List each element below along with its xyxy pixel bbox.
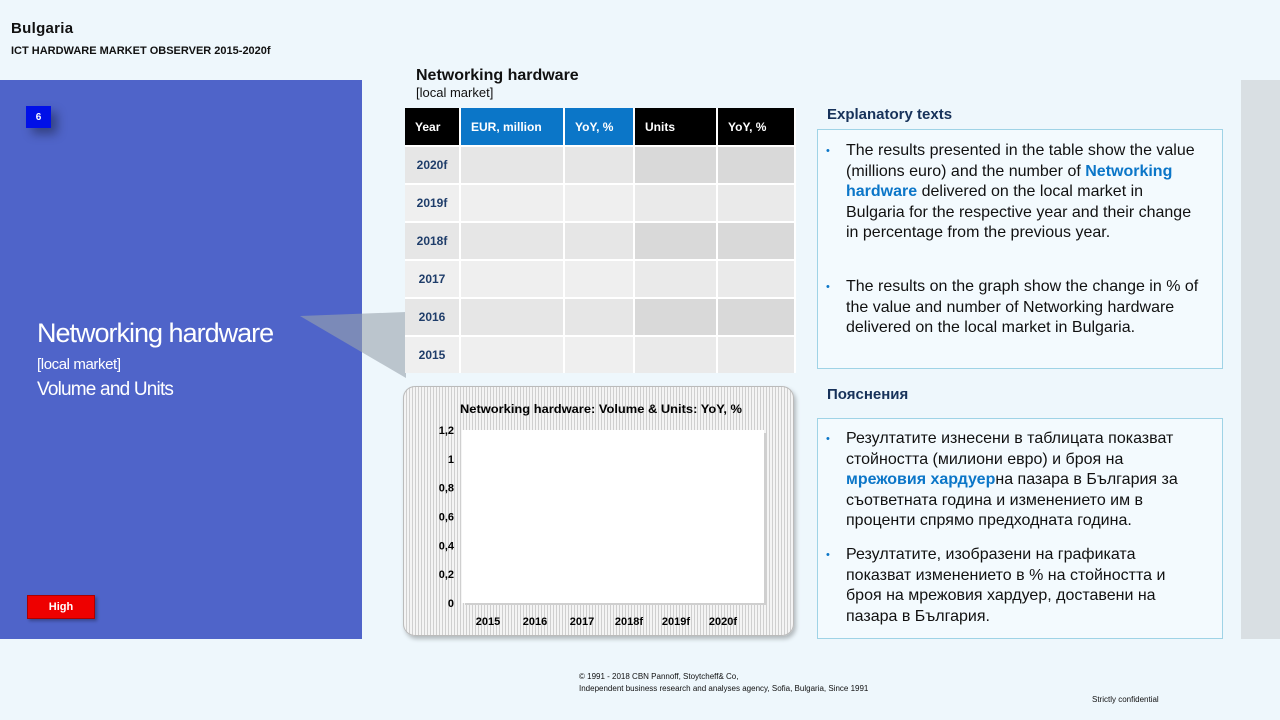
- slide-number-badge: 6: [26, 106, 51, 128]
- highlight-term: мрежовия хардуер: [846, 471, 996, 488]
- col-header-eur: EUR, million: [460, 108, 564, 146]
- table-title: Networking hardware: [416, 67, 579, 84]
- table-row: [405, 146, 795, 184]
- units-cell: [634, 146, 717, 184]
- units-yoy-cell: [717, 260, 795, 298]
- panel-volume-label: Volume and Units: [37, 379, 174, 400]
- eur-cell: [460, 146, 564, 184]
- eur-yoy-cell: [564, 222, 634, 260]
- y-tick-label: 0,2: [438, 569, 454, 582]
- table-row: [405, 184, 795, 222]
- panel-subtitle: [local market]: [37, 356, 121, 373]
- eur-yoy-cell: [564, 336, 634, 373]
- explanatory-en-bullet-1: [826, 141, 1204, 244]
- units-cell: [634, 184, 717, 222]
- explanatory-en-title: Explanatory texts: [827, 106, 953, 123]
- eur-yoy-cell: [564, 146, 634, 184]
- text-part: delivered on the local market in Bulgaria for the respective year and their change in percentage from the previous year.: [846, 183, 1192, 241]
- units-cell: [634, 298, 717, 336]
- units-yoy-cell: [717, 184, 795, 222]
- col-header-units-yoy: YoY, %: [717, 108, 795, 146]
- explanatory-bg-title: Пояснения: [827, 386, 909, 403]
- eur-yoy-cell: [564, 184, 634, 222]
- y-tick-label: 0,4: [438, 540, 454, 553]
- explanatory-en-box: [817, 129, 1223, 369]
- units-cell: [634, 260, 717, 298]
- explanatory-bg-bullet-2: [826, 545, 1204, 627]
- explanatory-en-text-2: The results on the graph show the change in % of the value and number of Networking hardware delivered on the local market in Bulgaria.: [846, 278, 1199, 336]
- units-yoy-cell: [717, 222, 795, 260]
- footer-agency: Independent business research and analyses agency, Sofia, Bulgaria, Since 1991: [579, 684, 869, 693]
- table-header-row: [405, 108, 795, 146]
- x-tick-label: 2018f: [614, 616, 644, 628]
- units-cell: [634, 222, 717, 260]
- highlight-term: Networking hardware: [846, 162, 1173, 200]
- report-country: Bulgaria: [11, 20, 74, 37]
- text-part: The results presented in the table show the value (millions euro) and the number of: [846, 142, 1195, 180]
- table-row: [405, 222, 795, 260]
- y-tick-label: 0,6: [438, 511, 454, 524]
- callout-wedge: [300, 312, 410, 382]
- year-cell: 2020f: [405, 146, 460, 184]
- footer-copyright: © 1991 - 2018 CBN Pannoff, Stoytcheff& Co,: [579, 672, 739, 681]
- explanatory-bg-text-2: Резултатите, изобразени на графиката показват изменението в % на стойността и броя на мрежовия хардуер, доставени на пазара в България.: [846, 546, 1166, 625]
- y-tick-label: 0,8: [438, 482, 454, 495]
- year-cell: 2017: [405, 260, 460, 298]
- col-header-year: Year: [405, 108, 460, 146]
- col-header-eur-yoy: YoY, %: [564, 108, 634, 146]
- explanatory-bg-box: [817, 418, 1223, 639]
- text-part: на пазара в България за съответната година и изменението им в проценти спрямо предходната година.: [846, 471, 1178, 529]
- x-tick-label: 2017: [569, 616, 595, 628]
- chart-title: Networking hardware: Volume & Units: YoY, %: [460, 402, 743, 416]
- bullet-icon: •: [826, 281, 830, 293]
- explanatory-bg-text-1: [846, 429, 1204, 532]
- text-part: Резултатите изнесени в таблицата показват стойността (милиони евро) и броя на: [846, 430, 1174, 468]
- plot-area: [462, 430, 764, 603]
- data-table: [405, 108, 796, 373]
- bullet-icon: •: [826, 433, 830, 445]
- units-yoy-cell: [717, 146, 795, 184]
- explanatory-en-bullet-2: [826, 277, 1204, 339]
- x-tick-label: 2020f: [708, 616, 738, 628]
- units-yoy-cell: [717, 336, 795, 373]
- right-gray-strip: [1241, 80, 1280, 639]
- y-tick-label: 1,2: [438, 425, 454, 437]
- eur-cell: [460, 222, 564, 260]
- table-row: [405, 260, 795, 298]
- eur-cell: [460, 184, 564, 222]
- year-cell: 2019f: [405, 184, 460, 222]
- y-tick-label: 1: [447, 453, 454, 466]
- table-subtitle: [local market]: [416, 85, 494, 100]
- x-axis-ticks: [476, 616, 738, 628]
- eur-yoy-cell: [564, 298, 634, 336]
- col-header-units: Units: [634, 108, 717, 146]
- priority-badge: High: [27, 595, 95, 619]
- year-cell: 2018f: [405, 222, 460, 260]
- units-cell: [634, 336, 717, 373]
- year-cell: 2016: [405, 298, 460, 336]
- table-row: [405, 336, 795, 373]
- eur-yoy-cell: [564, 260, 634, 298]
- table-row: [405, 298, 795, 336]
- confidential-label: Strictly confidential: [1092, 695, 1159, 704]
- eur-cell: [460, 298, 564, 336]
- bullet-icon: •: [826, 145, 830, 157]
- explanatory-bg-bullet-1: [826, 429, 1204, 532]
- y-axis-ticks: [439, 425, 455, 610]
- yoy-chart: [403, 386, 794, 636]
- eur-cell: [460, 336, 564, 373]
- units-yoy-cell: [717, 298, 795, 336]
- x-tick-label: 2015: [475, 616, 501, 628]
- bullet-icon: •: [826, 549, 830, 561]
- explanatory-en-text-1: [846, 141, 1204, 244]
- x-tick-label: 2016: [522, 616, 548, 628]
- panel-title: Networking hardware: [37, 318, 274, 348]
- eur-cell: [460, 260, 564, 298]
- year-cell: 2015: [405, 336, 460, 373]
- report-subtitle: ICT HARDWARE MARKET OBSERVER 2015-2020f: [11, 45, 271, 57]
- y-tick-label: 0: [447, 598, 454, 610]
- x-tick-label: 2019f: [661, 616, 691, 628]
